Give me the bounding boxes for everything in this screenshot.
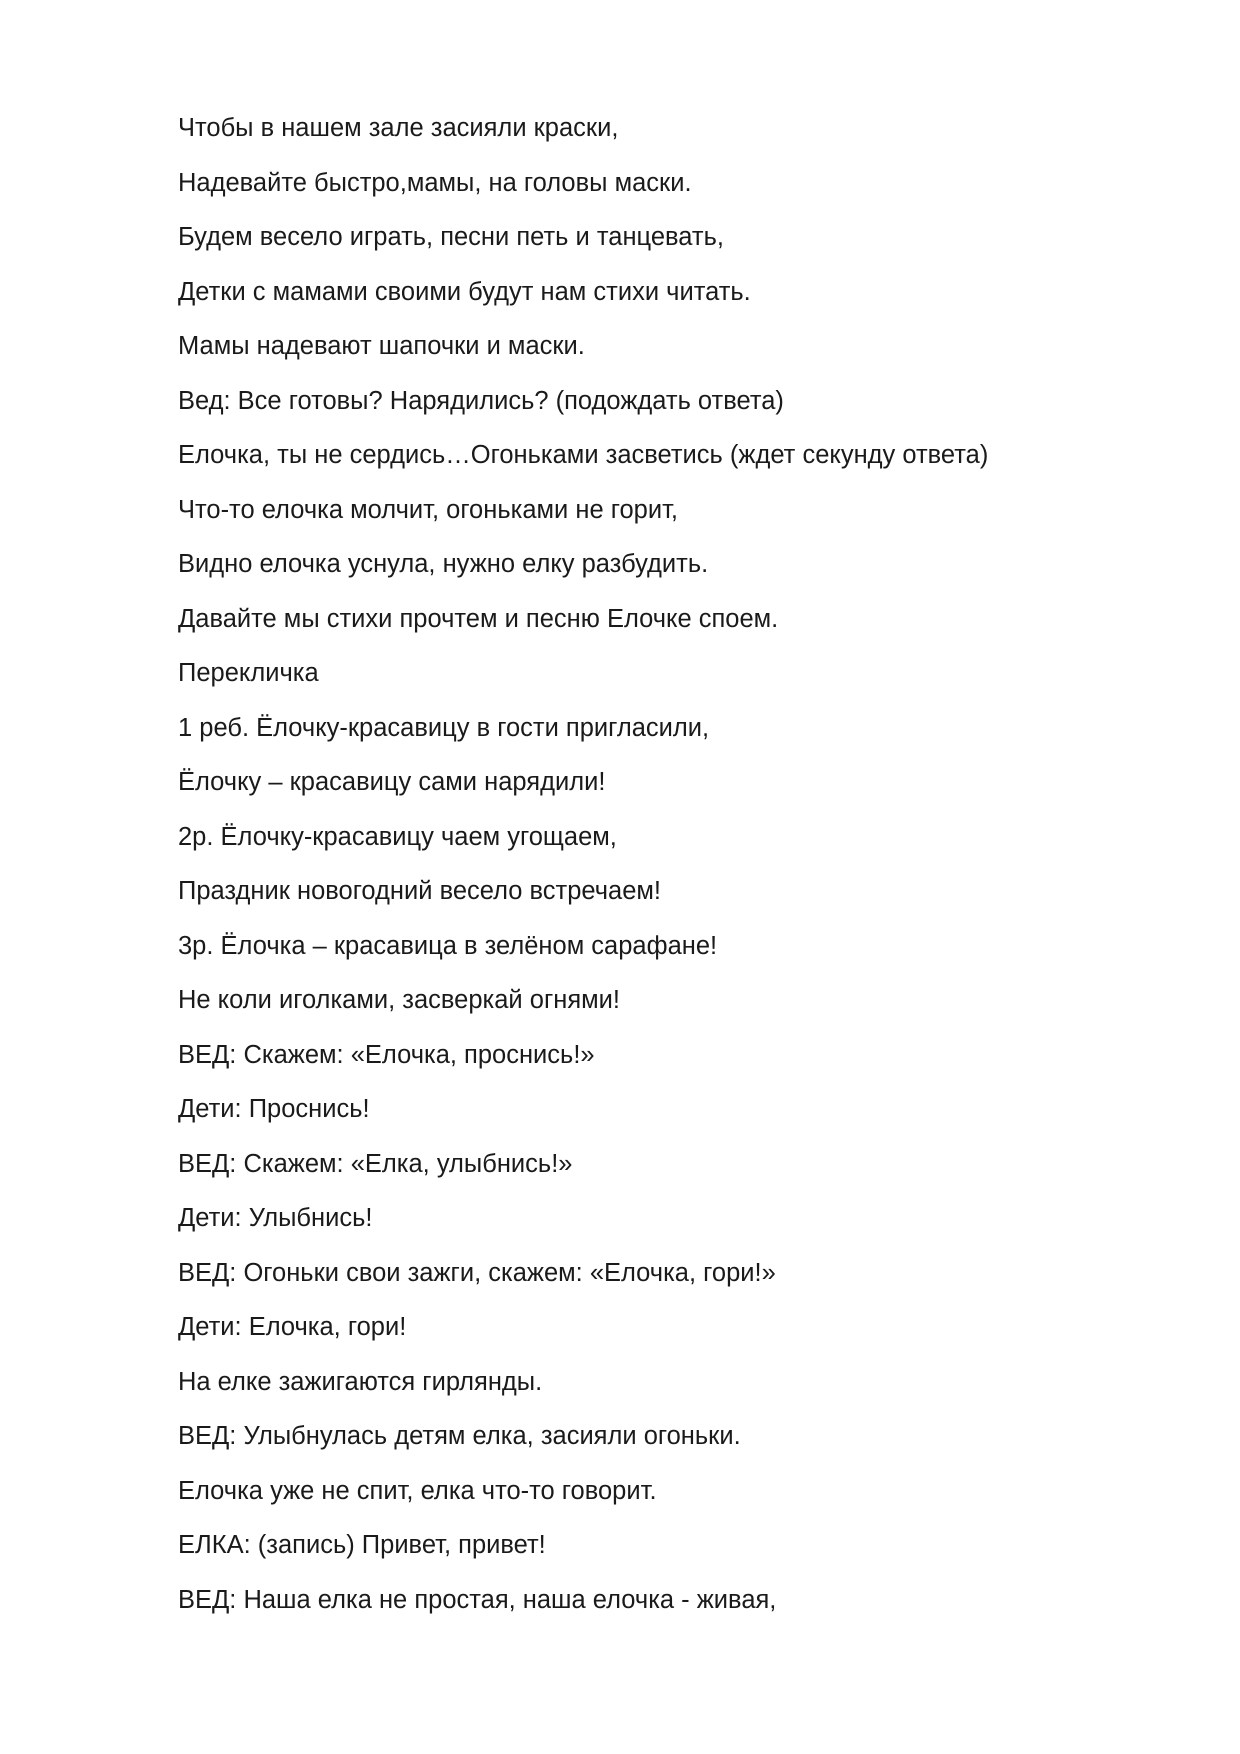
text-line: Давайте мы стихи прочтем и песню Елочке споем. — [178, 604, 779, 633]
text-line: Вед: Все готовы? Нарядились? (подождать ответа) — [178, 386, 784, 415]
text-line: 2р. Ёлочку-красавицу чаем угощаем, — [178, 822, 617, 851]
text-line: Дети: Улыбнись! — [178, 1204, 373, 1232]
text-line: Елочка уже не спит, елка что-то говорит. — [178, 1476, 657, 1505]
script-text — [178, 113, 1158, 1639]
text-line: Чтобы в нашем зале засияли краски, — [178, 114, 619, 142]
text-line: Мамы надевают шапочки и маски. — [178, 332, 585, 360]
text-line: ВЕД: Улыбнулась детям елка, засияли огоньки. — [178, 1422, 741, 1450]
text-line: Дети: Елочка, гори! — [178, 1313, 407, 1341]
text-line: Видно елочка уснула, нужно елку разбудить. — [178, 550, 709, 578]
text-line: Будем весело играть, песни петь и танцевать, — [178, 223, 724, 251]
text-line: Детки с мамами своими будут нам стихи читать. — [178, 277, 751, 306]
text-line: Елочка, ты не сердись…Огоньками засветись (ждет секунду ответа) — [178, 441, 989, 469]
text-line: ВЕД: Скажем: «Елка, улыбнись!» — [178, 1149, 573, 1178]
text-line: Не коли иголками, засверкай огнями! — [178, 986, 620, 1014]
text-line: Дети: Проснись! — [178, 1095, 370, 1123]
text-line: ЕЛКА: (запись) Привет, привет! — [178, 1531, 546, 1559]
text-line: Ёлочку – красавицу сами нарядили! — [178, 768, 606, 796]
text-line: Надевайте быстро,мамы, на головы маски. — [178, 168, 692, 197]
text-line: 3р. Ёлочка – красавица в зелёном сарафане! — [178, 931, 718, 960]
text-line: Праздник новогодний весело встречаем! — [178, 877, 662, 905]
text-line: На елке зажигаются гирлянды. — [178, 1367, 543, 1396]
text-line: Что-то елочка молчит, огоньками не горит, — [178, 495, 679, 524]
text-line: 1 реб. Ёлочку-красавицу в гости пригласили, — [178, 713, 710, 742]
text-line: ВЕД: Огоньки свои зажги, скажем: «Елочка, гори!» — [178, 1258, 776, 1287]
text-line: Перекличка — [178, 659, 319, 687]
text-line: ВЕД: Скажем: «Елочка, проснись!» — [178, 1040, 595, 1069]
text-line: ВЕД: Наша елка не простая, наша елочка - живая, — [178, 1585, 777, 1614]
